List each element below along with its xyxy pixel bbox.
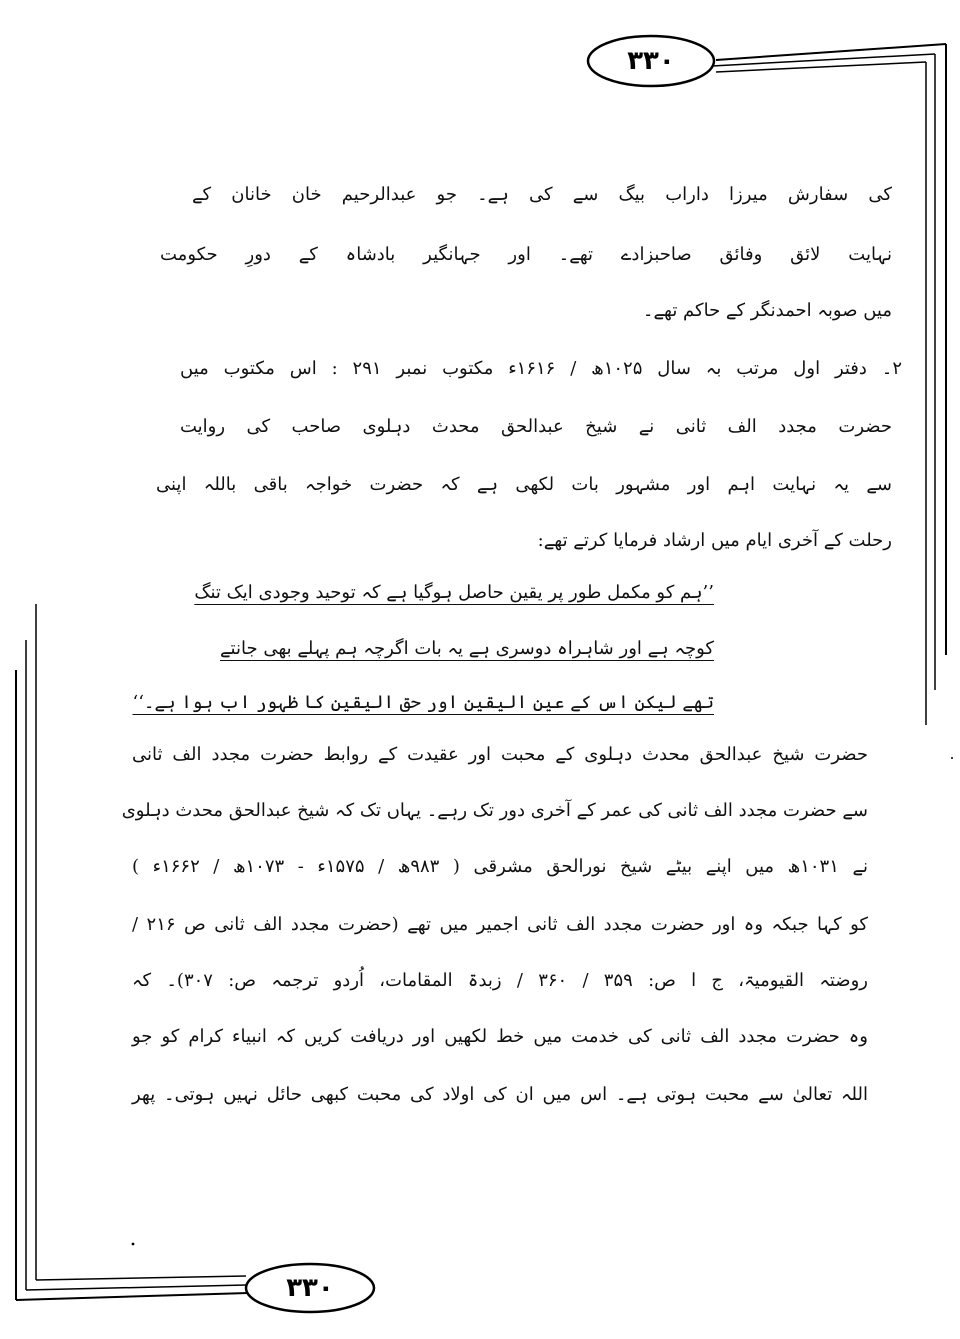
- frame-line: [26, 1285, 246, 1290]
- text-line: کی سفارش میرزا داراب بیگ سے کی ہے۔ جو عبدالرحیم خان خانان کے: [192, 184, 892, 205]
- text-line: نہایت لائق وفائق صاحبزادے تھے۔ اور جہانگیر بادشاہ کے دورِ حکومت: [160, 244, 892, 265]
- text-line: روضتہ القیومیۃ، ج ا ص: ۳۵۹ / ۳۶۰ / زبدۃ المقامات، اُردو ترجمہ ص: ۳۰۷)۔ کہ: [132, 970, 868, 991]
- frame-line: [16, 1293, 248, 1300]
- frame-line: [36, 1276, 246, 1280]
- text-line: سے یہ نہایت اہم اور مشہور بات لکھی ہے کہ حضرت خواجہ باقی باللہ اپنی: [156, 474, 892, 495]
- page-number-bottom: ۳۳۰: [286, 1273, 334, 1303]
- quote-line: کوچہ ہے اور شاہراہ دوسری ہے یہ بات اگرچہ ہم پہلے بھی جانتے: [220, 638, 714, 659]
- text-line: وہ حضرت مجدد الف ثانی کی خدمت میں خط لکھیں اور دریافت کریں کہ انبیاء کرام کو جو: [132, 1026, 868, 1047]
- text-line: سے حضرت مجدد الف ثانی کی عمر کے آخری دور تک رہے۔ یہاں تک کہ شیخ عبدالحق محدث دہلوی: [121, 800, 868, 821]
- text-line: میں صوبہ احمدنگر کے حاکم تھے۔: [642, 300, 892, 321]
- text-line: ۲۔ دفتر اول مرتب بہ سال ۱۰۲۵ھ / ۱۶۱۶ء مکتوب نمبر ۲۹۱ : اس مکتوب میں: [180, 358, 903, 379]
- text-line: نے ۱۰۳۱ھ میں اپنے بیٹے شیخ نورالحق مشرقی ( ۹۸۳ھ / ۱۵۷۵ء - ۱۰۷۳ھ / ۱۶۶۲ء ): [132, 856, 869, 877]
- frame-line: [716, 44, 946, 60]
- frame-line: [712, 54, 935, 66]
- text-line: اللہ تعالیٰ سے محبت ہوتی ہے۔ اس میں ان کی اولاد کی محبت کبھی حائل نہیں ہوتی۔ پھر: [132, 1084, 868, 1105]
- quote-line: ’’ہم کو مکمل طور پر یقین حاصل ہوگیا ہے کہ توحید وجودی ایک تنگ: [194, 582, 714, 603]
- text-line: حضرت مجدد الف ثانی نے شیخ عبدالحق محدث دہلوی صاحب کی روایت: [180, 416, 892, 437]
- text-line: رحلت کے آخری ایام میں ارشاد فرمایا کرتے تھے:: [537, 530, 892, 551]
- page-number-top: ۳۳۰: [627, 46, 675, 76]
- text-line: کو کہا جبکہ وہ اور حضرت مجدد الف ثانی اجمیر میں تھے (حضرت مجدد الف ثانی ص ۲۱۶ /: [132, 914, 868, 935]
- scan-speck: [132, 1243, 135, 1246]
- scan-speck: [951, 757, 953, 759]
- text-line: حضرت شیخ عبدالحق محدث دہلوی کے محبت اور عقیدت کے روابط حضرت مجدد الف ثانی: [132, 744, 868, 765]
- quote-line: تھے لیکن اس کے عین الیقین اور حق الیقین کا ظہور اب ہوا ہے۔‘‘: [132, 692, 714, 713]
